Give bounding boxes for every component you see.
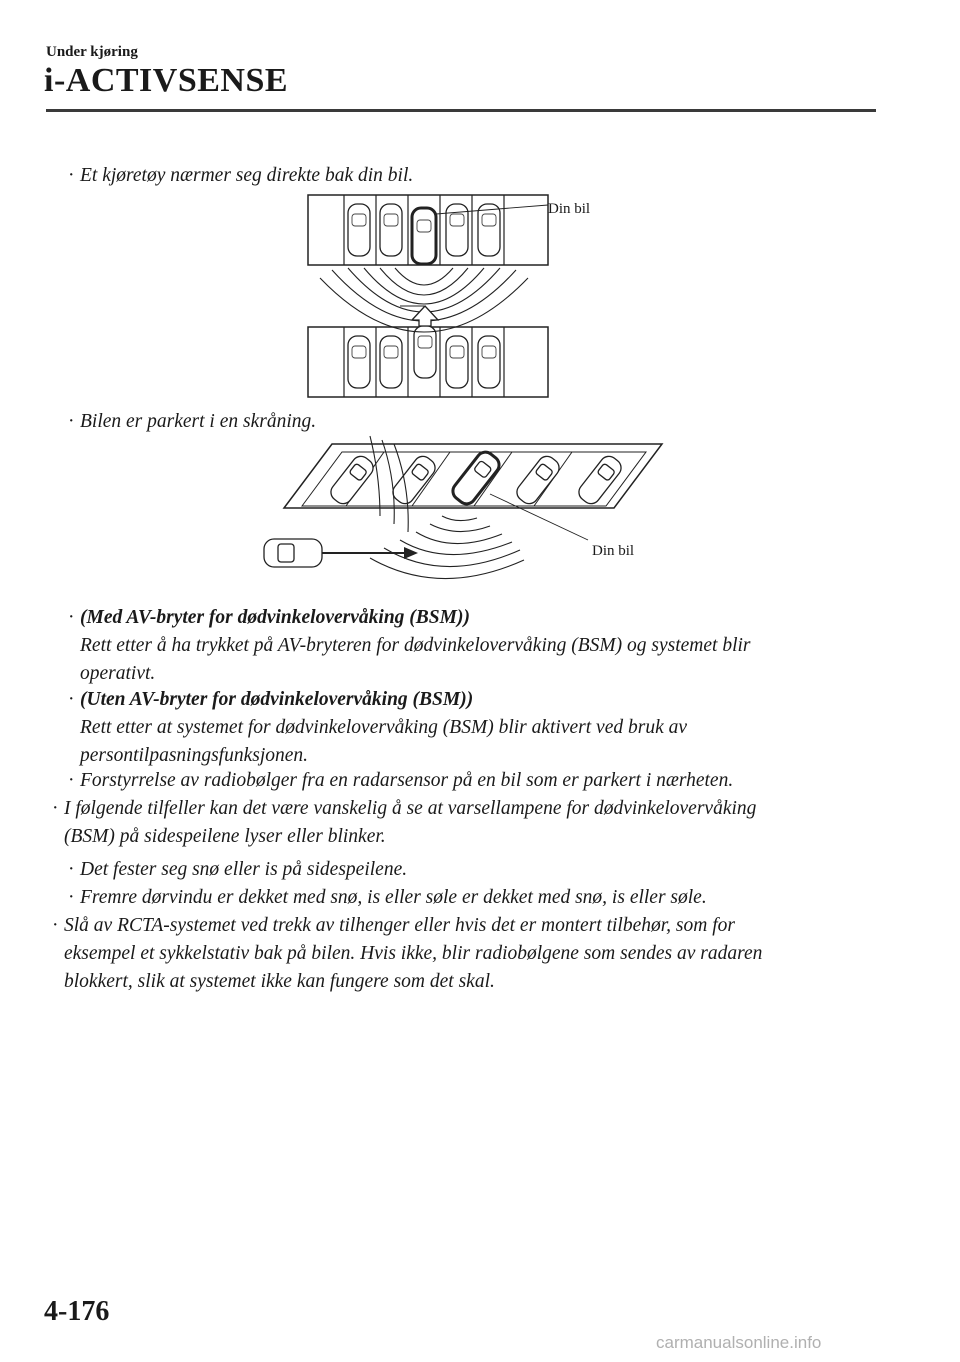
bullet: ·: [68, 689, 75, 710]
chapter-title: i-ACTIVSENSE: [44, 62, 289, 99]
list-item: · (Med AV-bryter for dødvinkelovervåking (BSM)) Rett etter å ha trykket på AV-bryteren for dødvinkelovervåking (BSM) og systemet blir operativt.: [68, 604, 751, 688]
list-item: · Bilen er parkert i en skråning.: [68, 408, 316, 436]
figure-label-your-car: Din bil: [548, 201, 591, 217]
page-number: 4-176: [44, 1296, 110, 1327]
section-label: Under kjøring: [46, 44, 138, 60]
bullet: ·: [52, 798, 59, 819]
list-item: · Fremre dørvindu er dekket med snø, is eller søle er dekket med snø, is eller søle.: [68, 884, 707, 912]
figure-label-your-car: Din bil: [592, 543, 635, 559]
header-rule: [46, 109, 876, 112]
bullet: ·: [68, 165, 75, 186]
list-item: · I følgende tilfeller kan det være vanskelig å se at varsellampene for dødvinkelovervåking (BSM) på sidespeilene lyser eller blinker.: [52, 795, 756, 851]
list-item: · Forstyrrelse av radiobølger fra en radarsensor på en bil som er parkert i nærheten.: [68, 767, 733, 795]
figure-rear-approach: [300, 190, 560, 402]
list-item: · Slå av RCTA-systemet ved trekk av tilhenger eller hvis det er montert tilbehør, som for eksempel et sykkelstativ bak på bilen. Hvis ikke, blir radiobølgene som sendes av radaren blokkert, slik at systemet ikke kan fungere som det skal.: [52, 912, 762, 996]
figure-parked-slope: [262, 436, 662, 596]
bullet: ·: [52, 915, 59, 936]
list-item: · Et kjøretøy nærmer seg direkte bak din bil.: [68, 162, 413, 190]
bullet: ·: [68, 411, 75, 432]
list-item: · (Uten AV-bryter for dødvinkelovervåking (BSM)) Rett etter at systemet for dødvinkelovervåking (BSM) blir aktivert ved bruk av persontilpasningsfunksjonen.: [68, 686, 687, 770]
bullet: ·: [68, 887, 75, 908]
bullet: ·: [68, 859, 75, 880]
watermark: carmanualsonline.info: [656, 1333, 822, 1352]
list-item: · Det fester seg snø eller is på sidespeilene.: [68, 856, 407, 884]
bullet: ·: [68, 607, 75, 628]
bullet: ·: [68, 770, 75, 791]
